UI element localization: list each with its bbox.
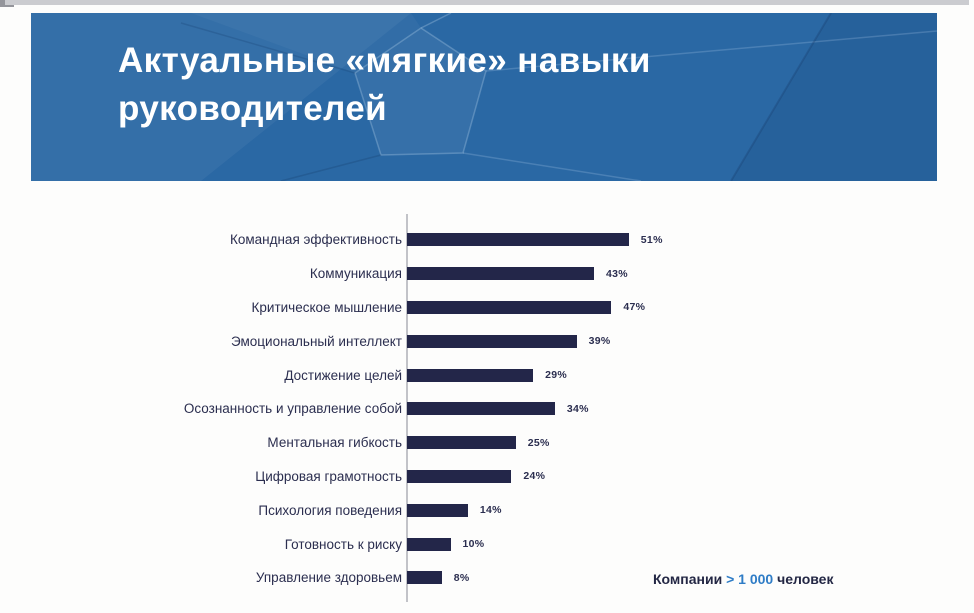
category-label: Управление здоровьем [255, 570, 402, 586]
bar-row [0, 358, 974, 392]
bar-rows [0, 223, 974, 595]
category-label: Критическое мышление [251, 299, 402, 315]
footnote-prefix: Компании [653, 571, 727, 587]
category-label: Коммуникация [309, 266, 402, 282]
bar [407, 233, 629, 246]
bar-row [0, 291, 974, 325]
bar-row [0, 257, 974, 291]
page-title-line1: Актуальные «мягкие» навыки [118, 41, 651, 80]
bar-row [0, 392, 974, 426]
bar [407, 335, 577, 348]
footnote [653, 571, 833, 587]
bar [407, 538, 451, 551]
category-label: Осознанность и управление собой [183, 401, 402, 417]
value-label: 34% [566, 402, 589, 415]
bar-row [0, 223, 974, 257]
bar [407, 436, 516, 449]
category-label: Цифровая грамотность [255, 468, 402, 484]
category-label: Психология поведения [258, 502, 402, 518]
bar [407, 369, 533, 382]
page-title-line2: руководителей [118, 89, 388, 128]
bar [407, 402, 555, 415]
bar [407, 267, 594, 280]
bar-row [0, 460, 974, 494]
value-label: 29% [545, 369, 568, 382]
category-label: Ментальная гибкость [267, 435, 402, 451]
category-label: Эмоциональный интеллект [230, 333, 402, 349]
category-label: Готовность к риску [284, 536, 402, 552]
value-label: 43% [606, 267, 628, 280]
screenshot-border-strip [5, 0, 969, 5]
header-banner [31, 13, 937, 181]
value-label: 14% [479, 504, 502, 517]
value-label: 24% [523, 470, 546, 483]
bar [407, 301, 611, 314]
category-label: Достижение целей [284, 367, 402, 383]
bar [407, 571, 442, 584]
value-label: 10% [462, 538, 485, 551]
category-label: Командная эффективность [229, 232, 402, 248]
bar-row [0, 527, 974, 561]
value-label: 47% [623, 301, 646, 314]
value-label: 51% [640, 233, 663, 246]
value-label: 25% [527, 436, 550, 449]
bar [407, 504, 468, 517]
value-label: 8% [453, 571, 470, 584]
bar-row [0, 493, 974, 527]
footnote-suffix: человек [777, 571, 834, 587]
bar-chart [0, 223, 974, 595]
footnote-highlight: > 1 000 [726, 571, 778, 587]
bar-row [0, 324, 974, 358]
page-title [118, 37, 651, 133]
bar [407, 470, 511, 483]
bar-row [0, 426, 974, 460]
value-label: 39% [588, 335, 611, 348]
